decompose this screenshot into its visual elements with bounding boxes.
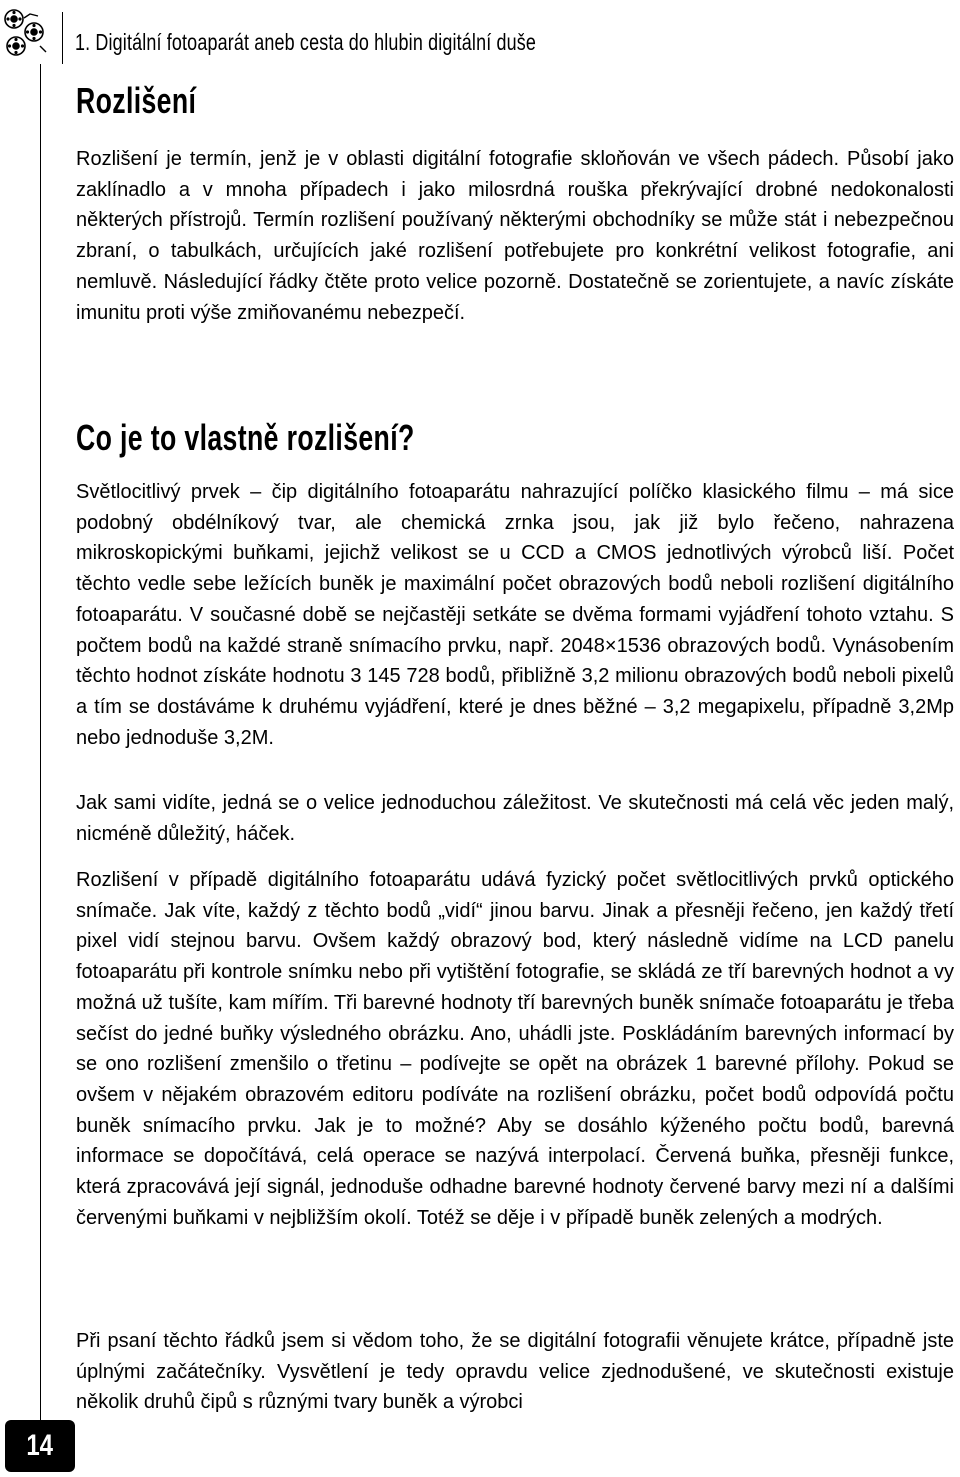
paragraph: Rozlišení v případě digitálního fotoaparátu udává fyzický počet světlocitlivých prvků optického snímače. Jak víte, každý z těchto bodů „vidí“ jinou barvu. Jinak a přesněji řečeno, jen každý třetí pixel vidí stejnou barvu. Ovšem každý obrazový bod, který následně vidíme na LCD panelu fotoaparátu při kontrole snímku nebo při vytištění fotografie, se skládá ze tří barevných hodnot a vy možná už tušíte, kam mířím. Tři barevné hodnoty tří barevných buněk snímače fotoaparátu je třeba sečíst do jedné buňky výsledného obrázku. Ano, uhádli jste. Poskládáním barevných informací by se ono rozlišení zmenšilo o třetinu – podívejte se opět na obrázek 1 barevné přílohy. Pokud se ovšem v nějakém obrazovém editoru podíváte na rozlišení obrázku, počet bodů odpovídá počtu buněk snímacího prvku. Jak je to možné? Aby se dosáhlo kýženého počtu bodů, barevná informace se dopočítává, celá operace se nazývá interpolací. Červená buňka, přesněji funkce, která zpracovává její signál, jednoduše odhadne barevné hodnoty červené barvy mezi ní a dalšími červenými buňkami v nejbližším okolí. Totéž se děje i v případě buněk zelených a modrých.	[76, 869, 954, 1229]
paragraph: Při psaní těchto řádků jsem si vědom toho, že se digitální fotografii věnujete krátce, případně jste úplnými začátečníky. Vysvětlení je tedy opravdu velice zjednodušené, ve skutečnosti existuje několik druhů čipů s různými tvary buněk a výrobci	[76, 1330, 954, 1414]
subsection-title: Co je to vlastně rozlišení?	[76, 417, 415, 458]
running-head: 1. Digitální fotoaparát aneb cesta do hlubin digitální duše	[75, 29, 537, 55]
side-margin-rule	[40, 64, 41, 1420]
header-divider	[62, 12, 63, 64]
page-number: 14	[26, 1429, 54, 1462]
film-reels-logo-icon	[0, 6, 52, 66]
page-number-badge	[5, 1420, 75, 1472]
section-title: Rozlišení	[76, 80, 197, 121]
paragraph: Jak sami vidíte, jedná se o velice jednoduchou záležitost. Ve skutečnosti má celá věc jeden malý, nicméně důležitý, háček.	[76, 792, 954, 845]
paragraph: Světlocitlivý prvek – čip digitálního fotoaparátu nahrazující políčko klasického filmu – má sice podobný obdélníkový tvar, ale chemická zrnka jsou, jak již bylo řečeno, nahrazena mikroskopickými buňkami, jejichž velikost se u CCD a CMOS jednotlivých výrobců liší. Počet těchto vedle sebe ležících buněk je maximální počet obrazových bodů neboli rozlišení digitálního fotoaparátu. V současné době se nejčastěji setkáte se dvěma formami vyjádření tohoto vztahu. S počtem bodů na každé straně snímacího prvku, např. 2048×1536 obrazových bodů. Vynásobením těchto hodnot získáte hodnotu 3 145 728 bodů, přibližně 3,2 milionu obrazových bodů neboli pixelů a tím se dostáváme k druhému vyjádření, které je dnes běžné – 3,2 megapixelu, případně 3,2Mp nebo jednoduše 3,2M.	[76, 481, 954, 749]
paragraph: Rozlišení je termín, jenž je v oblasti digitální fotografie skloňován ve všech pádech. Působí jako zaklínadlo a v mnoha případech i jako milosrdná rouška překrývající drobné nedokonalosti některých přístrojů. Termín rozlišení používaný některými obchodníky se může stát i nebezpečnou zbraní, o tabulkách, určujících jaké rozlišení potřebujete pro konkrétní velikost fotografie, ani nemluvě. Následující řádky čtěte proto velice pozorně. Dostatečně se zorientujete, a navíc získáte imunitu proti výše zmiňovanému nebezpečí.	[76, 148, 954, 324]
